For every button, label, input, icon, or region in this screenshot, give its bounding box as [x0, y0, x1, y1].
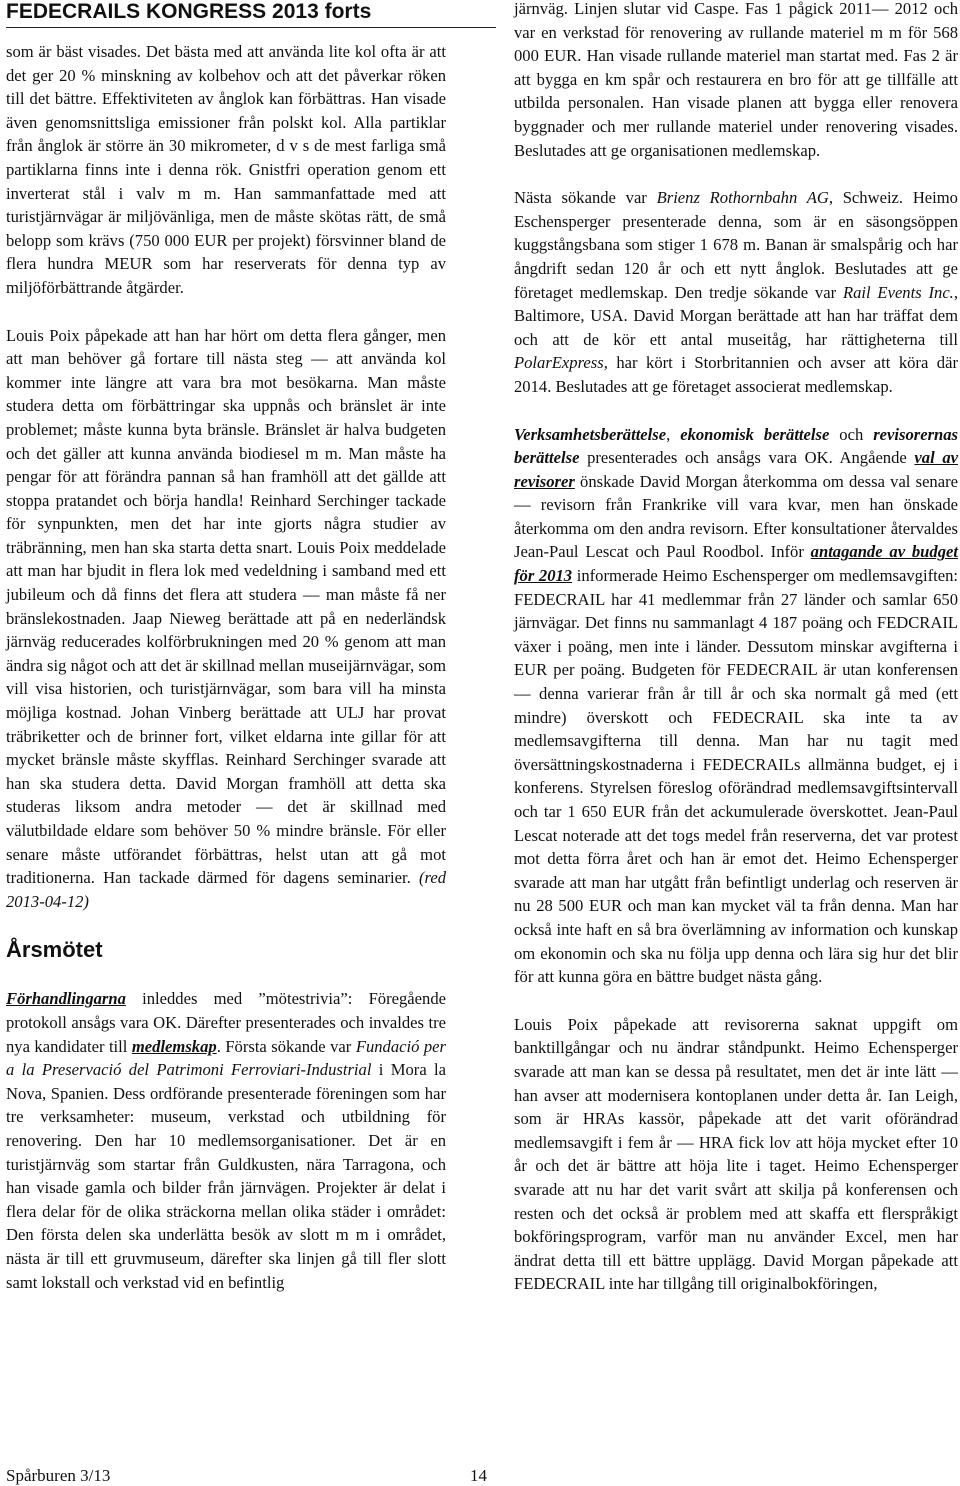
organization-name: Brienz Rothornbahn AG: [656, 188, 829, 208]
paragraph: järnväg. Linjen slutar vid Caspe. Fas 1 pågick 2011— 2012 och var en verkstad för renovering av rullande materiel m m för 568 000 EUR. Han visade rullande materiel man startat med. Fas 2 är att bygga en km spår och restaurera en bro för att ge tillfälle att utbilda personalen. Han visade planen att bygga eller renovera byggnader och mer rullande materiel under renovering visades. Beslutades att ge organisationen medlemskap.: [514, 0, 958, 160]
term-forhandlingarna: Förhandlingarna: [6, 989, 126, 1009]
organization-name: PolarExpress: [514, 353, 604, 373]
term-ekonomisk-berattelse: ekonomisk berättelse: [680, 424, 830, 444]
paragraph-text: . Första sökande var: [216, 1036, 356, 1056]
footer-publication: Spårburen 3/13: [6, 1466, 111, 1485]
organization-name: Rail Events Inc.: [842, 282, 954, 302]
left-column: [6, 40, 446, 1294]
term-val-av-revisorer: val av revisorer: [514, 448, 958, 491]
editor-date: (red 2013-04-12): [6, 868, 446, 911]
paragraph-text: informerade Heimo Eschensperger om medlemsavgiften: FEDECRAIL har 41 medlemmar från 27 länder och samlar 650 järnvägar. Det finns nu sammanlagt 4 187 poäng och FEDCRAIL växer i poäng, men inte i länder. Dessutom minskar avgifterna i EUR per poäng. Budgeten för FEDECRAIL är utan konferensen — denna varierar från år till år och ska normalt gå med (ett mindre) överskott och FEDECRAIL ska inte ta av medlemsavgifterna till denna. Man har nu tagit med översättningskostnaderna i FEDECRAILs allmänna budget, ej i konferens. Styrelsen föreslog oförändrad medlemsavgiftsintervall och tar 1 650 EUR från det ackumulerade överskottet. Jean-Paul Lescat noterade att det togs medel från reserverna, det var protest mot detta förra året och han är emot det. Heimo Echensperger svarade att man har utgått från befintligt underlag och reserven är nu 28 500 EUR och man kan mycket väl ta från denna. Man har också inte haft en så bra överlämning av information och kunskap om ekonomin och ska nu följa upp denna och lära sig hur det blir för att kunna göra en bättre budget nästa gång.: [514, 566, 958, 987]
right-column: [514, 0, 958, 1296]
paragraph-text: Nästa sökande var: [514, 188, 657, 208]
paragraph-text: presenterades och ansågs vara OK. Angående: [579, 448, 915, 468]
paragraph: [514, 423, 958, 989]
paragraph-text: Louis Poix påpekade att han har hört om detta flera gånger, men att man behöver gå fortare till nästa steg — att använda kol kommer inte längre att vara bra mot besökarna. Man måste studera detta om förbättringar ska uppnås och bränslet är inte problemet; måste kunna byta bränsle. Bränslet är halva budgeten och det gäller att kunna använda biodiesel m m. Man måste ha pengar för att förändra pannan så han framhöll att det gällde att stoppa pratandet och börja handla! Reinhard Serchinger tackade för synpunkten, men det har inte gjorts några studier av träbränning, men han ska starta detta snart. Louis Poix meddelade att man har bjudit in flera lok med vedeldning i samband med ett jubileum och då finns det flera att studera — man måste få ner bränslekostnaden. Jaap Nieweg berättade att på en nederländsk järnväg reducerades kolförbrukningen med 20 % genom att man ändra sig något och att det är skillnad mellan museijärnvägar, som vill visa historien, och turistjärnvägar, som bara vill ha minsta möjliga kostnad. Johan Vinberg berättade att ULJ har provat träbriketter och de brinner fort, vilket eldarna inte gillar för att mycket bränsle måste skyfflas. Reinhard Serchinger svarade att han ska studera detta. David Morgan framhöll att detta ska studeras liksom andra metoder — det är skillnad med välutbildade eldare som behöver 50 % mindre bränsle. För eller senare måste utförandet förbättras, helst utan att gå mot traditionerna. Han tackade därmed för dagens seminarier.: [6, 325, 446, 888]
page-number: 14: [470, 1466, 487, 1485]
term-revisorernas-berattelse: revisorernas berättelse: [514, 424, 959, 468]
paragraph: [514, 186, 958, 398]
organization-name: Fundació per a la Preservació del Patrimoni Ferroviari-Industrial: [6, 1036, 447, 1080]
section-heading: Årsmötet: [6, 937, 103, 963]
paragraph-text: , har kört i Storbritannien och avser att köra där 2014. Beslutades att ge företaget associerat medlemskap.: [514, 353, 958, 396]
paragraph-text: , Baltimore, USA. David Morgan berättade att han har träffat dem och att de kör ett antal museitåg, har rättigheterna till: [514, 282, 958, 349]
page-header: FEDECRAILS KONGRESS 2013 forts: [6, 0, 496, 28]
paragraph-text: ,: [666, 424, 681, 444]
paragraph-text: , Schweiz. Heimo Eschensperger presenterade denna, som är en säsongsöppen kuggstångsbana som stiger 1 678 m. Banan är smalspårig och har ångdrift sedan 120 år och ett nytt ånglok. Beslutades att ge företaget medlemskap. Den tredje sökande var: [514, 188, 958, 302]
paragraph: [6, 987, 446, 1294]
paragraph: [6, 324, 446, 914]
term-medlemskap: medlemskap: [131, 1036, 217, 1056]
term-antagande-av-budget: antagande av budget för 2013: [514, 542, 958, 586]
paragraph-text: i Mora la Nova, Spanien. Dess ordförande presenterade föreningen som har tre verksamheter: museum, verkstad och utbildning för renovering. Den har 10 medlemsorganisationer. Det är en turistjärnväg som startar från Guldkusten, nära Tarragona, och han visade gamla och bilder från järnvägen. Projekter är delat i flera delar för de olika sträckorna mellan olika städer i området: Den första delen ska underlätta besök av slott m m i området, nästa är till ett gruvmuseum, därefter ska linjen gå till fler slott samt lokstall och verkstad vid en befintlig: [6, 1060, 446, 1292]
paragraph-text: önskade David Morgan återkomma om dessa val senare — revisorn från Frankrike vill vara kvar, men han önskade återkomma om den andra revisorn. Efter konsultationer återvaldes Jean-Paul Lescat och Paul Roodbol. Inför: [514, 471, 958, 562]
paragraph: Louis Poix påpekade att revisorerna saknat uppgift om banktillgångar och nu ändrar ståndpunkt. Heimo Echensperger svarade att man kan se dessa på resultatet, men det är inte lätt — han avser att modernisera kontoplanen under detta år. Ian Leigh, som är HRAs kassör, påpekade att det varit oförändrad medlemsavgift i fem år — HRA fick lov att höja mycket efter 10 år och det är bättre att höja lite i taget. Heimo Echensperger svarade att nu har det varit svårt att skilja på konferensen och resten och det också är problem med att skaffa ett flerspråkigt bokföringsprogram, varför man nu använder Excel, men har ändrat detta till ett bättre upplägg. David Morgan påpekade att FEDECRAIL inte har tillgång till originalbokföringen,: [514, 1014, 958, 1294]
paragraph: som är bäst visades. Det bästa med att använda lite kol ofta är att det ger 20 % minskning av kolbehov och att det påverkar röken till det bättre. Effektiviteten av ånglok kan förbättras. Han visade även genomsnittsliga emissioner från polskt kol. Alla partiklar från ånglok är större än 30 mikrometer, d v s de mest farliga små partiklarna finns inte i denna rök. Gnistfri operation genom ett inverterat stål i valv m m. Han sammanfattade med att turistjärnvägar är miljövänliga, men de måste skötas rätt, de små belopp som krävs (750 000 EUR per projekt) försvinner bland de flera hundra MEUR som har reserverats för denna typ av miljöförbättrande åtgärder.: [6, 42, 446, 297]
term-verksamhetsberattelse: Verksamhetsberättelse: [514, 424, 667, 444]
paragraph-text: och: [829, 424, 874, 444]
paragraph-text: inleddes med ”mötestrivia”: Föregående protokoll ansågs vara OK. Därefter presenterades och invaldes tre nya kandidater till: [6, 989, 446, 1056]
